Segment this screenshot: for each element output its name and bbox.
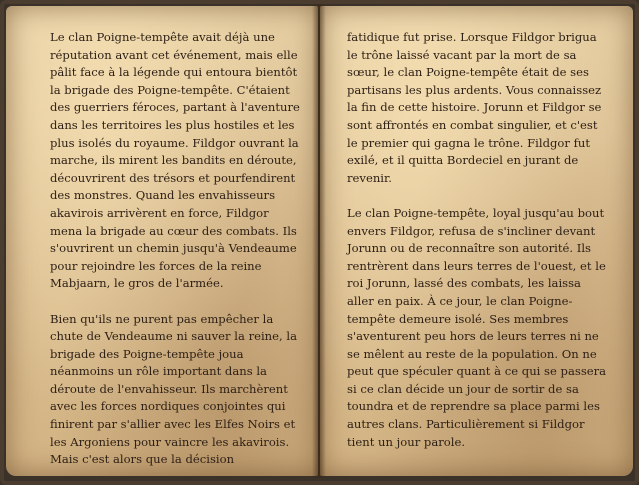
right-page[interactable] xyxy=(320,6,633,476)
left-paragraph-1: Le clan Poigne-tempête avait déjà une réputation avant cet événement, mais elle pâlit face à la légende qui entoura bientôt la brigade des Poigne-tempête. C'étaient des guerriers féroces, partant à l'aventure dans les territoires les plus hostiles et les plus isolés du royaume. Fildgor ouvrant la marche, ils mirent les bandits en déroute, découvrirent des trésors et pourfendirent des monstres. Quand les envahisseurs akavirois arrivèrent en force, Fildgor mena la brigade au cœur des combats. Ils s'ouvrirent un chemin jusqu'à Vendeaume pour rejoindre les forces de la reine Mabjaarn, le gros de l'armée. xyxy=(50,30,300,291)
right-paragraph-2: Le clan Poigne-tempête, loyal jusqu'au bout envers Fildgor, refusa de s'incliner devant Jorunn ou de reconnaître son autorité. Ils rentrèrent dans leurs terres de l'ouest, et le roi Jorunn, lassé des combats, les laissa aller en paix. À ce jour, le clan Poigne-tempête demeure isolé. Ses membres s'aventurent peu hors de leurs terres ni ne se mêlent au reste de la population. On ne peut que spéculer quant à ce qui se passera si ce clan décide un jour de sortir de sa toundra et de reprendre sa place parmi les autres clans. Particulièrement si Fildgor tient un jour parole. xyxy=(347,205,607,449)
left-page[interactable] xyxy=(6,6,318,476)
left-paragraph-2: Bien qu'ils ne purent pas empêcher la chute de Vendeaume ni sauver la reine, la brigade des Poigne-tempête joua néanmoins un rôle important dans la déroute de l'envahisseur. Ils marchèrent avec les forces nordiques conjointes qui finirent par s'allier avec les Elfes Noirs et les Argoniens pour vaincre les akavirois. Mais c'est alors que la décision xyxy=(50,311,298,467)
right-paragraph-1: fatidique fut prise. Lorsque Fildgor brigua le trône laissé vacant par la mort de sa sœur, le clan Poigne-tempête était de ses partisans les plus ardents. Vous connaissez la fin de cette histoire. Jorunn et Fildgor se sont affrontés en combat singulier, et c'est le premier qui gagna le trône. Fildgor fut exilé, et il quitta Bordeciel en jurant de revenir. xyxy=(347,30,602,185)
